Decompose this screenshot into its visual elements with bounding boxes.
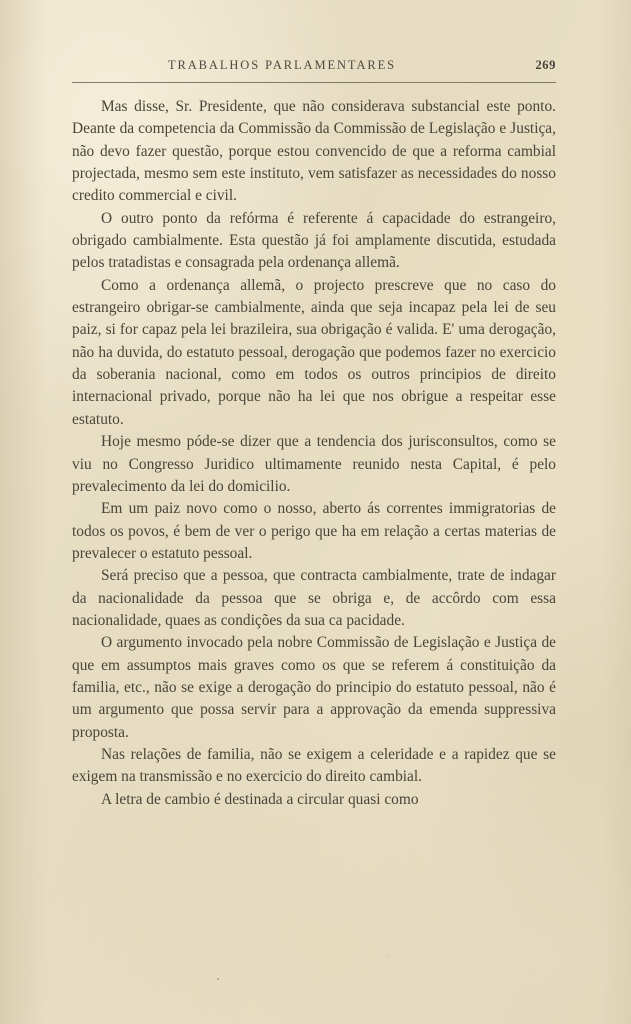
paragraph: Será preciso que a pessoa, que contracta cambialmente, trate de indagar da nacionalidade da pessoa que se obriga e, de accôrdo com essa nacionalidade, quaes as condições da sua ca pacidade. <box>72 567 556 629</box>
page-number: 269 <box>535 58 556 72</box>
right-edge-shading <box>601 0 631 1024</box>
paragraph: A letra de cambio é destinada a circular quasi como <box>101 790 419 808</box>
header-rule <box>72 82 556 83</box>
running-head <box>72 58 556 78</box>
page-body-text <box>72 96 556 811</box>
paragraph: Nas relações de familia, não se exigem a celeridade e a rapidez que se exigem na transmissão e no exercicio do direito cambial. <box>72 745 556 786</box>
paper-speck <box>217 978 219 980</box>
paragraph: O argumento invocado pela nobre Commissão de Legislação e Justiça de que em assumptos mais graves como os que se referem á constituição da familia, etc., não se exige a derogação do principio do estatuto pessoal, não é um argumento que possa servir para a approvação da emenda suppressiva proposta. <box>72 634 556 741</box>
left-gutter-shading <box>0 0 46 1024</box>
paragraph: Em um paiz novo como o nosso, aberto ás correntes immigratorias de todos os povos, é bem de ver o perigo que ha em relação a certas materias de prevalecer o estatuto pessoal. <box>72 500 556 562</box>
paper-speck <box>386 955 388 956</box>
paragraph: Hoje mesmo póde-se dizer que a tendencia dos jurisconsultos, como se viu no Congresso Juridico ultimamente reunido nesta Capital, é pelo prevalecimento da lei do domicilio. <box>72 433 556 495</box>
paragraph: Mas disse, Sr. Presidente, que não considerava substancial este ponto. Deante da competencia da Commissão da Commissão de Legislação e Justiça, não devo fazer questão, porque estou convencido de que a reforma cambial projectada, mesmo sem este instituto, vem satisfazer as necessidades do nosso credito commercial e civil. <box>72 98 556 205</box>
running-head-title: TRABALHOS PARLAMENTARES <box>167 58 397 72</box>
paragraph: Como a ordenança allemã, o projecto prescreve que no caso do estrangeiro obrigar-se cambialmente, ainda que seja incapaz pela lei de seu paiz, si for capaz pela lei brazileira, sua obrigação é valida. E' uma derogação, não ha duvida, do estatuto pessoal, derogação que podemos fazer no exercicio da soberania nacional, como em todos os outros principios de direito internacional privado, porque não ha lei que nos obrigue a respeitar esse estatuto. <box>72 276 556 428</box>
paragraph: O outro ponto da refórma é referente á capacidade do estrangeiro, obrigado cambialmente. Esta questão já foi amplamente discutida, estudada pelos tratadistas e consagrada pela ordenança allemã. <box>72 209 556 272</box>
